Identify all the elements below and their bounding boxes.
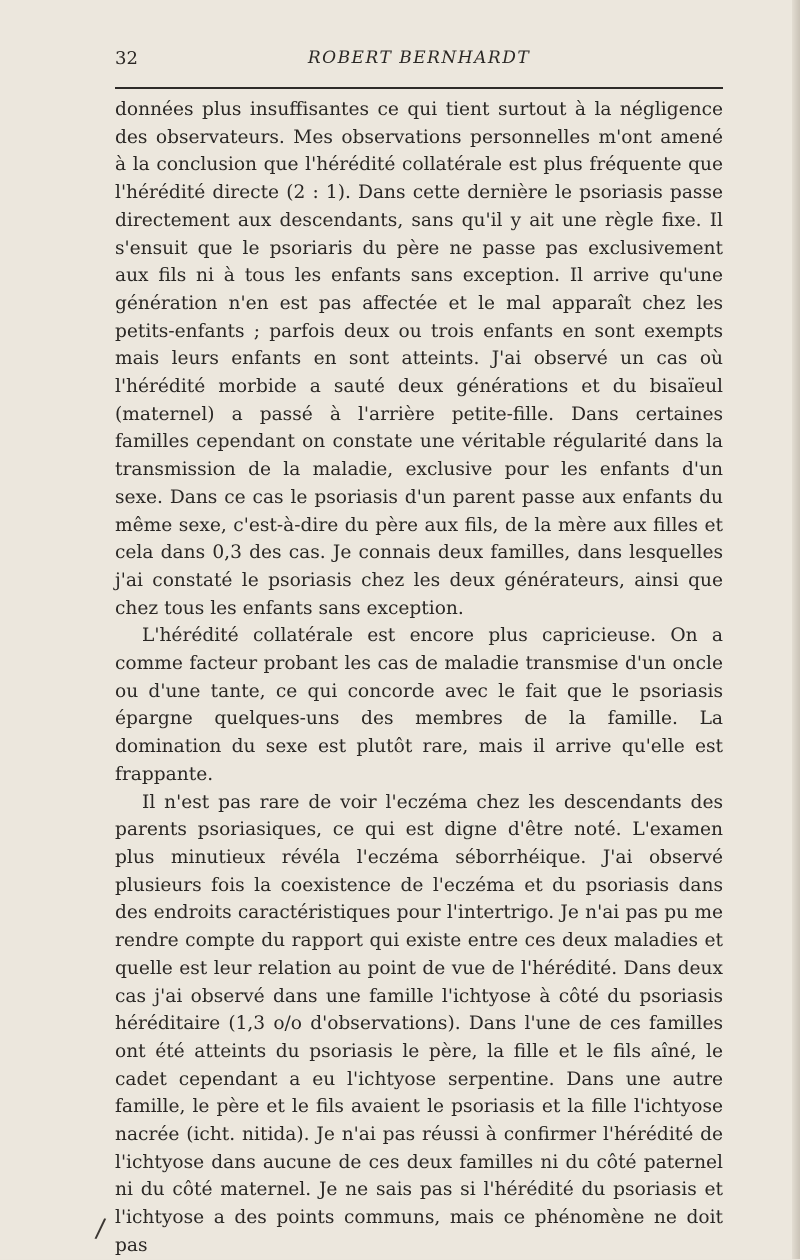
- running-head: [115, 48, 723, 78]
- header-rule: [115, 87, 723, 89]
- paragraph-2: L'hérédité collatérale est encore plus capricieuse. On a comme facteur probant les cas de maladie transmise d'un oncle ou d'une tante, ce qui concorde avec le fait que le psoriasis épargne quelques-uns des membres de la famille. La domination du sexe est plutôt rare, mais il arrive qu'elle est frappante.: [115, 625, 723, 785]
- margin-slash-mark: /: [93, 1213, 107, 1245]
- paragraph-1: données plus insuffisantes ce qui tient surtout à la négligence des observateurs. Mes observations personnelles m'ont amené à la conclusion que l'hérédité collatérale est plus fréquente que l'hérédité directe (2 : 1). Dans cette dernière le psoriasis passe directement aux descendants, sans qu'il y ait une règle fixe. Il s'ensuit que le psoriaris du père ne passe pas exclusivement aux fils ni à tous les enfants sans exception. Il arrive qu'une génération n'en est pas affectée et le mal apparaît chez les petits-enfants ; parfois deux ou trois enfants en sont exempts mais leurs enfants en sont atteints. J'ai observé un cas où l'hérédité morbide a sauté deux générations et du bisaïeul (maternel) a passé à l'arrière petite-fille. Dans certaines familles cependant on constate une véritable régularité dans la transmission de la maladie, exclusive pour les enfants d'un sexe. Dans ce cas le psoriasis d'un parent passe aux enfants du même sexe, c'est-à-dire du père aux fils, de la mère aux filles et cela dans 0,3 des cas. Je connais deux familles, dans lesquelles j'ai constaté le psoriasis chez les deux générateurs, ainsi que chez tous les enfants sans exception.: [115, 99, 723, 619]
- paragraph-3: Il n'est pas rare de voir l'eczéma chez les descendants des parents psoriasiques, ce qui est digne d'être noté. L'examen plus minutieux révéla l'eczéma séborrhéique. J'ai observé plusieurs fois la coexistence de l'eczéma et du psoriasis dans des endroits caractéristiques pour l'intertrigo. Je n'ai pas pu me rendre compte du rapport qui existe entre ces deux maladies et quelle est leur relation au point de vue de l'hérédité. Dans deux cas j'ai observé dans une famille l'ichtyose à côté du psoriasis héréditaire (1,3 o/o d'observations). Dans l'une de ces familles ont été atteints du psoriasis le père, la fille et le fils aîné, le cadet cependant a eu l'ichtyose serpentine. Dans une autre famille, le père et le fils avaient le psoriasis et la fille l'ichtyose nacrée (icht. nitida). Je n'ai pas réussi à confirmer l'hérédité de l'ichtyose dans aucune de ces deux familles ni du côté paternel ni du côté maternel. Je ne sais pas si l'hérédité du psoriasis et l'ichtyose a des points communs, mais ce phénomène ne doit pas: [115, 791, 723, 1256]
- running-title: ROBERT BERNHARDT: [307, 48, 531, 68]
- page-edge: [792, 0, 800, 1259]
- page-number: 32: [115, 48, 138, 69]
- body-text: [115, 96, 723, 1260]
